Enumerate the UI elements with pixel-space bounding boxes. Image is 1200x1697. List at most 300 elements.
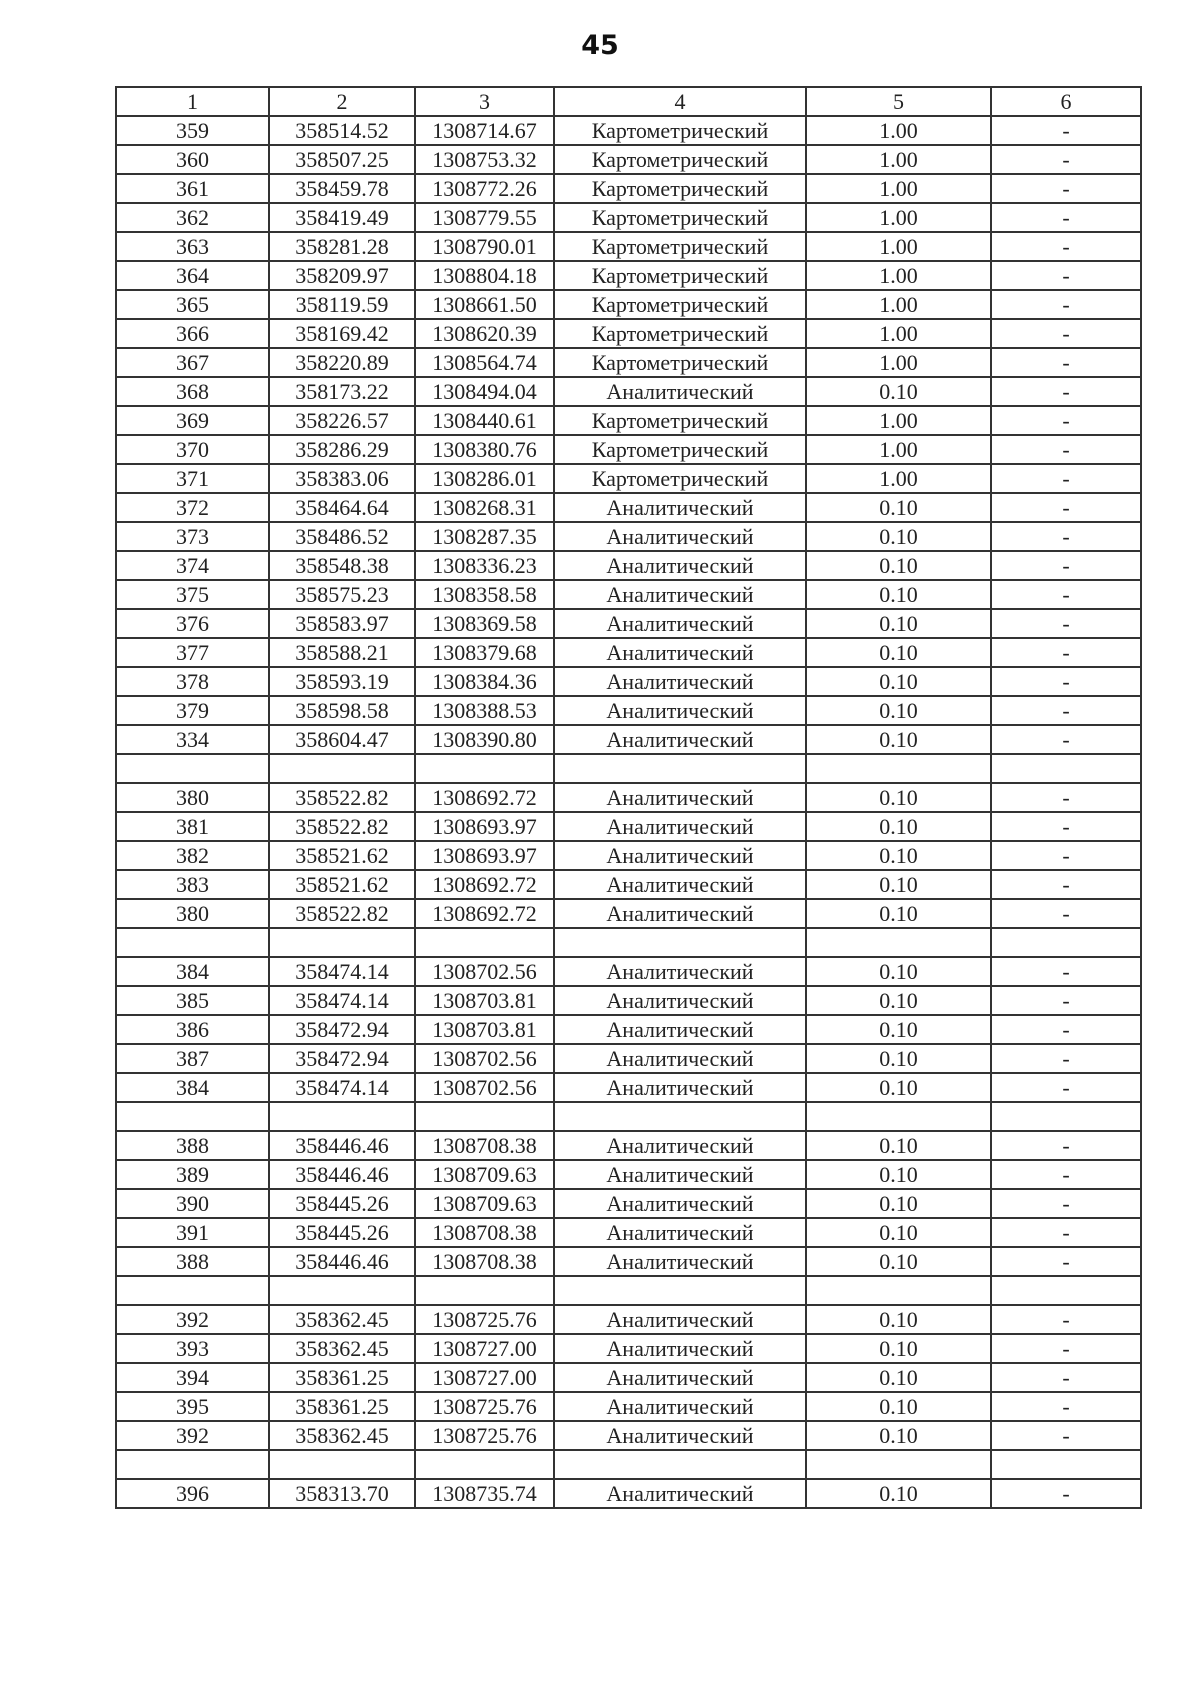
x-coordinate-cell: 358522.82 bbox=[269, 783, 415, 812]
note-cell: - bbox=[991, 580, 1141, 609]
table-row bbox=[116, 696, 1141, 725]
y-coordinate-cell: 1308494.04 bbox=[415, 377, 554, 406]
coordinates-table bbox=[115, 86, 1142, 1509]
table-row bbox=[116, 1276, 1141, 1305]
note-cell: - bbox=[991, 841, 1141, 870]
x-coordinate-cell: 358588.21 bbox=[269, 638, 415, 667]
y-coordinate-cell: 1308693.97 bbox=[415, 812, 554, 841]
table-row bbox=[116, 377, 1141, 406]
table-row bbox=[116, 551, 1141, 580]
table-row bbox=[116, 1160, 1141, 1189]
x-coordinate-cell: 358575.23 bbox=[269, 580, 415, 609]
accuracy-cell: 0.10 bbox=[806, 1131, 991, 1160]
note-cell bbox=[991, 928, 1141, 957]
x-coordinate-cell: 358472.94 bbox=[269, 1044, 415, 1073]
x-coordinate-cell: 358459.78 bbox=[269, 174, 415, 203]
x-coordinate-cell: 358173.22 bbox=[269, 377, 415, 406]
point-number-cell: 380 bbox=[116, 899, 269, 928]
accuracy-cell: 0.10 bbox=[806, 725, 991, 754]
point-number-cell: 381 bbox=[116, 812, 269, 841]
accuracy-cell: 0.10 bbox=[806, 1392, 991, 1421]
note-cell bbox=[991, 754, 1141, 783]
y-coordinate-cell: 1308790.01 bbox=[415, 232, 554, 261]
method-cell bbox=[554, 1276, 806, 1305]
table-row bbox=[116, 1479, 1141, 1508]
y-coordinate-cell: 1308384.36 bbox=[415, 667, 554, 696]
y-coordinate-cell: 1308804.18 bbox=[415, 261, 554, 290]
method-cell: Аналитический bbox=[554, 1073, 806, 1102]
accuracy-cell bbox=[806, 1102, 991, 1131]
point-number-cell bbox=[116, 928, 269, 957]
y-coordinate-cell: 1308753.32 bbox=[415, 145, 554, 174]
y-coordinate-cell: 1308620.39 bbox=[415, 319, 554, 348]
method-cell bbox=[554, 1450, 806, 1479]
point-number-cell: 334 bbox=[116, 725, 269, 754]
method-cell: Аналитический bbox=[554, 580, 806, 609]
point-number-cell bbox=[116, 1102, 269, 1131]
method-cell: Аналитический bbox=[554, 1218, 806, 1247]
table-row bbox=[116, 1334, 1141, 1363]
note-cell: - bbox=[991, 116, 1141, 145]
method-cell: Картометрический bbox=[554, 435, 806, 464]
y-coordinate-cell bbox=[415, 1102, 554, 1131]
y-coordinate-cell bbox=[415, 928, 554, 957]
y-coordinate-cell: 1308692.72 bbox=[415, 870, 554, 899]
method-cell: Аналитический bbox=[554, 522, 806, 551]
point-number-cell: 391 bbox=[116, 1218, 269, 1247]
accuracy-cell: 0.10 bbox=[806, 1189, 991, 1218]
note-cell: - bbox=[991, 1073, 1141, 1102]
y-coordinate-cell: 1308358.58 bbox=[415, 580, 554, 609]
table-row bbox=[116, 986, 1141, 1015]
x-coordinate-cell: 358362.45 bbox=[269, 1305, 415, 1334]
table-row bbox=[116, 1015, 1141, 1044]
x-coordinate-cell: 358220.89 bbox=[269, 348, 415, 377]
x-coordinate-cell: 358361.25 bbox=[269, 1392, 415, 1421]
table-row bbox=[116, 638, 1141, 667]
column-header: 5 bbox=[806, 87, 991, 116]
x-coordinate-cell: 358362.45 bbox=[269, 1334, 415, 1363]
method-cell: Картометрический bbox=[554, 116, 806, 145]
accuracy-cell: 0.10 bbox=[806, 1334, 991, 1363]
accuracy-cell: 0.10 bbox=[806, 493, 991, 522]
method-cell: Картометрический bbox=[554, 203, 806, 232]
point-number-cell: 376 bbox=[116, 609, 269, 638]
point-number-cell: 384 bbox=[116, 1073, 269, 1102]
accuracy-cell: 1.00 bbox=[806, 203, 991, 232]
table-row bbox=[116, 319, 1141, 348]
x-coordinate-cell: 358522.82 bbox=[269, 812, 415, 841]
accuracy-cell bbox=[806, 928, 991, 957]
table-row bbox=[116, 580, 1141, 609]
page-number: 45 bbox=[581, 30, 619, 61]
y-coordinate-cell: 1308693.97 bbox=[415, 841, 554, 870]
x-coordinate-cell: 358445.26 bbox=[269, 1189, 415, 1218]
note-cell bbox=[991, 1102, 1141, 1131]
y-coordinate-cell: 1308727.00 bbox=[415, 1363, 554, 1392]
table-row bbox=[116, 1305, 1141, 1334]
method-cell: Картометрический bbox=[554, 406, 806, 435]
note-cell: - bbox=[991, 870, 1141, 899]
y-coordinate-cell bbox=[415, 1450, 554, 1479]
y-coordinate-cell: 1308692.72 bbox=[415, 899, 554, 928]
table-row bbox=[116, 928, 1141, 957]
column-header: 4 bbox=[554, 87, 806, 116]
column-header: 1 bbox=[116, 87, 269, 116]
accuracy-cell: 0.10 bbox=[806, 667, 991, 696]
x-coordinate-cell: 358474.14 bbox=[269, 957, 415, 986]
point-number-cell: 387 bbox=[116, 1044, 269, 1073]
point-number-cell: 362 bbox=[116, 203, 269, 232]
note-cell: - bbox=[991, 1218, 1141, 1247]
x-coordinate-cell: 358383.06 bbox=[269, 464, 415, 493]
method-cell: Аналитический bbox=[554, 812, 806, 841]
table-row bbox=[116, 899, 1141, 928]
note-cell: - bbox=[991, 203, 1141, 232]
y-coordinate-cell: 1308709.63 bbox=[415, 1189, 554, 1218]
y-coordinate-cell: 1308702.56 bbox=[415, 957, 554, 986]
method-cell: Аналитический bbox=[554, 696, 806, 725]
point-number-cell: 366 bbox=[116, 319, 269, 348]
note-cell: - bbox=[991, 667, 1141, 696]
point-number-cell: 370 bbox=[116, 435, 269, 464]
x-coordinate-cell: 358507.25 bbox=[269, 145, 415, 174]
point-number-cell: 372 bbox=[116, 493, 269, 522]
note-cell: - bbox=[991, 986, 1141, 1015]
note-cell: - bbox=[991, 783, 1141, 812]
point-number-cell bbox=[116, 1450, 269, 1479]
point-number-cell: 383 bbox=[116, 870, 269, 899]
accuracy-cell: 0.10 bbox=[806, 377, 991, 406]
x-coordinate-cell: 358419.49 bbox=[269, 203, 415, 232]
note-cell: - bbox=[991, 812, 1141, 841]
accuracy-cell: 0.10 bbox=[806, 899, 991, 928]
table-header-row bbox=[116, 87, 1141, 116]
table-row bbox=[116, 667, 1141, 696]
y-coordinate-cell: 1308702.56 bbox=[415, 1073, 554, 1102]
method-cell: Аналитический bbox=[554, 870, 806, 899]
y-coordinate-cell: 1308286.01 bbox=[415, 464, 554, 493]
accuracy-cell: 1.00 bbox=[806, 348, 991, 377]
point-number-cell: 374 bbox=[116, 551, 269, 580]
point-number-cell: 394 bbox=[116, 1363, 269, 1392]
y-coordinate-cell: 1308336.23 bbox=[415, 551, 554, 580]
method-cell: Аналитический bbox=[554, 1189, 806, 1218]
table-row bbox=[116, 957, 1141, 986]
table-row bbox=[116, 1392, 1141, 1421]
method-cell: Картометрический bbox=[554, 232, 806, 261]
note-cell: - bbox=[991, 725, 1141, 754]
table-row bbox=[116, 348, 1141, 377]
note-cell bbox=[991, 1450, 1141, 1479]
method-cell: Аналитический bbox=[554, 1160, 806, 1189]
y-coordinate-cell: 1308772.26 bbox=[415, 174, 554, 203]
table-row bbox=[116, 1189, 1141, 1218]
point-number-cell: 377 bbox=[116, 638, 269, 667]
table-row bbox=[116, 1102, 1141, 1131]
y-coordinate-cell: 1308379.68 bbox=[415, 638, 554, 667]
method-cell: Аналитический bbox=[554, 493, 806, 522]
point-number-cell: 386 bbox=[116, 1015, 269, 1044]
x-coordinate-cell: 358474.14 bbox=[269, 986, 415, 1015]
x-coordinate-cell: 358446.46 bbox=[269, 1247, 415, 1276]
accuracy-cell: 0.10 bbox=[806, 580, 991, 609]
method-cell: Картометрический bbox=[554, 261, 806, 290]
x-coordinate-cell: 358313.70 bbox=[269, 1479, 415, 1508]
point-number-cell: 395 bbox=[116, 1392, 269, 1421]
accuracy-cell: 0.10 bbox=[806, 696, 991, 725]
point-number-cell: 378 bbox=[116, 667, 269, 696]
note-cell: - bbox=[991, 1363, 1141, 1392]
method-cell: Аналитический bbox=[554, 1131, 806, 1160]
y-coordinate-cell bbox=[415, 1276, 554, 1305]
y-coordinate-cell: 1308268.31 bbox=[415, 493, 554, 522]
note-cell: - bbox=[991, 290, 1141, 319]
x-coordinate-cell: 358281.28 bbox=[269, 232, 415, 261]
y-coordinate-cell: 1308692.72 bbox=[415, 783, 554, 812]
y-coordinate-cell: 1308388.53 bbox=[415, 696, 554, 725]
x-coordinate-cell bbox=[269, 1276, 415, 1305]
x-coordinate-cell: 358464.64 bbox=[269, 493, 415, 522]
note-cell: - bbox=[991, 1015, 1141, 1044]
accuracy-cell bbox=[806, 1450, 991, 1479]
method-cell bbox=[554, 928, 806, 957]
x-coordinate-cell: 358521.62 bbox=[269, 841, 415, 870]
point-number-cell: 367 bbox=[116, 348, 269, 377]
y-coordinate-cell: 1308735.74 bbox=[415, 1479, 554, 1508]
table-row bbox=[116, 522, 1141, 551]
note-cell: - bbox=[991, 435, 1141, 464]
x-coordinate-cell: 358209.97 bbox=[269, 261, 415, 290]
y-coordinate-cell: 1308779.55 bbox=[415, 203, 554, 232]
accuracy-cell: 0.10 bbox=[806, 1218, 991, 1247]
point-number-cell: 375 bbox=[116, 580, 269, 609]
x-coordinate-cell: 358446.46 bbox=[269, 1131, 415, 1160]
table-row bbox=[116, 1044, 1141, 1073]
table-row bbox=[116, 290, 1141, 319]
y-coordinate-cell: 1308725.76 bbox=[415, 1392, 554, 1421]
accuracy-cell: 0.10 bbox=[806, 1479, 991, 1508]
point-number-cell: 365 bbox=[116, 290, 269, 319]
table-row bbox=[116, 870, 1141, 899]
point-number-cell: 385 bbox=[116, 986, 269, 1015]
note-cell: - bbox=[991, 899, 1141, 928]
x-coordinate-cell: 358604.47 bbox=[269, 725, 415, 754]
accuracy-cell: 1.00 bbox=[806, 232, 991, 261]
x-coordinate-cell: 358286.29 bbox=[269, 435, 415, 464]
x-coordinate-cell bbox=[269, 928, 415, 957]
x-coordinate-cell bbox=[269, 1450, 415, 1479]
column-header: 3 bbox=[415, 87, 554, 116]
point-number-cell: 393 bbox=[116, 1334, 269, 1363]
note-cell: - bbox=[991, 493, 1141, 522]
x-coordinate-cell: 358521.62 bbox=[269, 870, 415, 899]
accuracy-cell: 1.00 bbox=[806, 435, 991, 464]
point-number-cell: 384 bbox=[116, 957, 269, 986]
note-cell: - bbox=[991, 696, 1141, 725]
point-number-cell: 373 bbox=[116, 522, 269, 551]
method-cell: Аналитический bbox=[554, 986, 806, 1015]
note-cell: - bbox=[991, 1305, 1141, 1334]
y-coordinate-cell: 1308564.74 bbox=[415, 348, 554, 377]
accuracy-cell: 1.00 bbox=[806, 261, 991, 290]
accuracy-cell: 0.10 bbox=[806, 1044, 991, 1073]
accuracy-cell: 0.10 bbox=[806, 957, 991, 986]
y-coordinate-cell: 1308727.00 bbox=[415, 1334, 554, 1363]
accuracy-cell: 0.10 bbox=[806, 1247, 991, 1276]
accuracy-cell: 0.10 bbox=[806, 522, 991, 551]
method-cell: Аналитический bbox=[554, 1479, 806, 1508]
accuracy-cell: 0.10 bbox=[806, 783, 991, 812]
note-cell: - bbox=[991, 957, 1141, 986]
y-coordinate-cell: 1308661.50 bbox=[415, 290, 554, 319]
table-row bbox=[116, 406, 1141, 435]
point-number-cell bbox=[116, 1276, 269, 1305]
accuracy-cell: 1.00 bbox=[806, 116, 991, 145]
note-cell: - bbox=[991, 1247, 1141, 1276]
y-coordinate-cell: 1308703.81 bbox=[415, 1015, 554, 1044]
y-coordinate-cell: 1308714.67 bbox=[415, 116, 554, 145]
method-cell: Картометрический bbox=[554, 319, 806, 348]
point-number-cell: 380 bbox=[116, 783, 269, 812]
table-row bbox=[116, 1131, 1141, 1160]
point-number-cell: 364 bbox=[116, 261, 269, 290]
y-coordinate-cell: 1308703.81 bbox=[415, 986, 554, 1015]
y-coordinate-cell: 1308709.63 bbox=[415, 1160, 554, 1189]
table-body bbox=[116, 116, 1141, 1508]
x-coordinate-cell bbox=[269, 1102, 415, 1131]
note-cell: - bbox=[991, 1392, 1141, 1421]
column-header: 2 bbox=[269, 87, 415, 116]
table-row bbox=[116, 841, 1141, 870]
table-row bbox=[116, 1363, 1141, 1392]
point-number-cell: 388 bbox=[116, 1131, 269, 1160]
table-row bbox=[116, 609, 1141, 638]
x-coordinate-cell: 358583.97 bbox=[269, 609, 415, 638]
method-cell: Аналитический bbox=[554, 899, 806, 928]
method-cell: Аналитический bbox=[554, 1305, 806, 1334]
accuracy-cell: 0.10 bbox=[806, 1421, 991, 1450]
accuracy-cell: 0.10 bbox=[806, 638, 991, 667]
accuracy-cell: 0.10 bbox=[806, 1073, 991, 1102]
note-cell: - bbox=[991, 609, 1141, 638]
method-cell: Аналитический bbox=[554, 1044, 806, 1073]
table-row bbox=[116, 145, 1141, 174]
y-coordinate-cell: 1308369.58 bbox=[415, 609, 554, 638]
y-coordinate-cell: 1308702.56 bbox=[415, 1044, 554, 1073]
point-number-cell: 392 bbox=[116, 1421, 269, 1450]
method-cell: Аналитический bbox=[554, 1363, 806, 1392]
table-row bbox=[116, 203, 1141, 232]
accuracy-cell bbox=[806, 754, 991, 783]
point-number-cell: 363 bbox=[116, 232, 269, 261]
x-coordinate-cell: 358446.46 bbox=[269, 1160, 415, 1189]
y-coordinate-cell: 1308708.38 bbox=[415, 1131, 554, 1160]
note-cell: - bbox=[991, 145, 1141, 174]
x-coordinate-cell: 358474.14 bbox=[269, 1073, 415, 1102]
accuracy-cell: 1.00 bbox=[806, 174, 991, 203]
y-coordinate-cell bbox=[415, 754, 554, 783]
point-number-cell: 389 bbox=[116, 1160, 269, 1189]
note-cell: - bbox=[991, 551, 1141, 580]
method-cell: Аналитический bbox=[554, 957, 806, 986]
accuracy-cell: 0.10 bbox=[806, 1015, 991, 1044]
y-coordinate-cell: 1308708.38 bbox=[415, 1247, 554, 1276]
table-row bbox=[116, 783, 1141, 812]
table-row bbox=[116, 1073, 1141, 1102]
method-cell: Аналитический bbox=[554, 841, 806, 870]
note-cell: - bbox=[991, 319, 1141, 348]
table-row bbox=[116, 1218, 1141, 1247]
point-number-cell: 379 bbox=[116, 696, 269, 725]
table-row bbox=[116, 493, 1141, 522]
column-header: 6 bbox=[991, 87, 1141, 116]
x-coordinate-cell: 358169.42 bbox=[269, 319, 415, 348]
method-cell: Картометрический bbox=[554, 145, 806, 174]
accuracy-cell: 0.10 bbox=[806, 551, 991, 580]
method-cell: Аналитический bbox=[554, 1015, 806, 1044]
method-cell: Аналитический bbox=[554, 1334, 806, 1363]
note-cell bbox=[991, 1276, 1141, 1305]
note-cell: - bbox=[991, 174, 1141, 203]
point-number-cell bbox=[116, 754, 269, 783]
x-coordinate-cell: 358548.38 bbox=[269, 551, 415, 580]
accuracy-cell: 0.10 bbox=[806, 986, 991, 1015]
accuracy-cell: 0.10 bbox=[806, 841, 991, 870]
x-coordinate-cell: 358119.59 bbox=[269, 290, 415, 319]
table-row bbox=[116, 754, 1141, 783]
x-coordinate-cell: 358362.45 bbox=[269, 1421, 415, 1450]
method-cell: Аналитический bbox=[554, 1247, 806, 1276]
point-number-cell: 390 bbox=[116, 1189, 269, 1218]
accuracy-cell: 0.10 bbox=[806, 812, 991, 841]
point-number-cell: 388 bbox=[116, 1247, 269, 1276]
note-cell: - bbox=[991, 261, 1141, 290]
method-cell bbox=[554, 754, 806, 783]
method-cell: Картометрический bbox=[554, 290, 806, 319]
accuracy-cell: 1.00 bbox=[806, 290, 991, 319]
note-cell: - bbox=[991, 1479, 1141, 1508]
point-number-cell: 369 bbox=[116, 406, 269, 435]
table-row bbox=[116, 812, 1141, 841]
point-number-cell: 368 bbox=[116, 377, 269, 406]
table-row bbox=[116, 1421, 1141, 1450]
method-cell: Аналитический bbox=[554, 1421, 806, 1450]
note-cell: - bbox=[991, 1131, 1141, 1160]
y-coordinate-cell: 1308287.35 bbox=[415, 522, 554, 551]
accuracy-cell: 0.10 bbox=[806, 609, 991, 638]
x-coordinate-cell: 358472.94 bbox=[269, 1015, 415, 1044]
table-row bbox=[116, 435, 1141, 464]
note-cell: - bbox=[991, 348, 1141, 377]
table-row bbox=[116, 116, 1141, 145]
point-number-cell: 360 bbox=[116, 145, 269, 174]
method-cell: Аналитический bbox=[554, 783, 806, 812]
method-cell: Картометрический bbox=[554, 464, 806, 493]
note-cell: - bbox=[991, 1421, 1141, 1450]
accuracy-cell bbox=[806, 1276, 991, 1305]
accuracy-cell: 0.10 bbox=[806, 1305, 991, 1334]
point-number-cell: 396 bbox=[116, 1479, 269, 1508]
x-coordinate-cell: 358522.82 bbox=[269, 899, 415, 928]
y-coordinate-cell: 1308725.76 bbox=[415, 1421, 554, 1450]
method-cell: Аналитический bbox=[554, 377, 806, 406]
y-coordinate-cell: 1308440.61 bbox=[415, 406, 554, 435]
table-row bbox=[116, 1247, 1141, 1276]
table-row bbox=[116, 174, 1141, 203]
method-cell: Аналитический bbox=[554, 551, 806, 580]
method-cell: Картометрический bbox=[554, 174, 806, 203]
